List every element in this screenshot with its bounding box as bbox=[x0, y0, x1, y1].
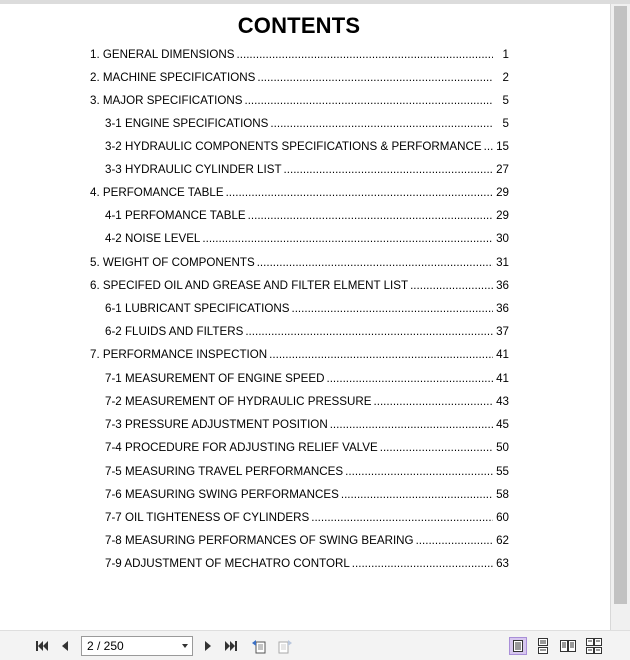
go-forward-view-icon[interactable] bbox=[276, 637, 294, 655]
toc-entry[interactable] bbox=[90, 71, 509, 87]
toc-entry-label: 1. GENERAL DIMENSIONS bbox=[90, 48, 235, 61]
toc-entry[interactable] bbox=[105, 418, 509, 434]
toc-entry[interactable] bbox=[90, 279, 509, 295]
toc-leader-dots bbox=[484, 140, 493, 153]
toc-leader-dots bbox=[226, 186, 493, 199]
toc-entry-label: 6. SPECIFED OIL AND GREASE AND FILTER ELMENT LIST bbox=[90, 279, 409, 292]
toc-entry-page: 36 bbox=[496, 302, 509, 315]
toc-entry[interactable] bbox=[105, 163, 509, 179]
toc-entry-label: 3-1 ENGINE SPECIFICATIONS bbox=[105, 117, 269, 130]
last-page-icon[interactable] bbox=[222, 637, 240, 655]
toc-entry[interactable] bbox=[105, 534, 509, 550]
toc-entry-label: 7-1 MEASUREMENT OF ENGINE SPEED bbox=[105, 372, 325, 385]
toc-entry-label: 2. MACHINE SPECIFICATIONS bbox=[90, 71, 256, 84]
toc-entry[interactable] bbox=[90, 94, 509, 110]
toc-entry-label: 3. MAJOR SPECIFICATIONS bbox=[90, 94, 243, 107]
toc-leader-dots bbox=[244, 94, 493, 107]
toc-leader-dots bbox=[374, 395, 494, 408]
toc-leader-dots bbox=[291, 302, 493, 315]
toc-entry[interactable] bbox=[105, 441, 509, 457]
toc-leader-dots bbox=[326, 372, 493, 385]
toc-leader-dots bbox=[269, 348, 493, 361]
toc-entry[interactable] bbox=[105, 511, 509, 527]
continuous-two-page-view-icon[interactable] bbox=[585, 637, 603, 655]
toc-entry-page: 5 bbox=[502, 94, 509, 107]
toc-entry[interactable] bbox=[90, 48, 509, 64]
single-page-view-icon[interactable] bbox=[509, 637, 527, 655]
toc-entry-label: 4-2 NOISE LEVEL bbox=[105, 232, 201, 245]
toc-leader-dots bbox=[410, 279, 493, 292]
toc-entry-page: 30 bbox=[496, 232, 509, 245]
toc-leader-dots bbox=[416, 534, 493, 547]
chevron-down-icon bbox=[182, 644, 188, 648]
toc-entry-label: 6-2 FLUIDS AND FILTERS bbox=[105, 325, 244, 338]
toc-entry-label: 7-6 MEASURING SWING PERFORMANCES bbox=[105, 488, 339, 501]
page-title: CONTENTS bbox=[237, 13, 361, 38]
toc-entry-page: 5 bbox=[502, 117, 509, 130]
toc-leader-dots bbox=[352, 557, 493, 570]
page-indicator-text: 2 / 250 bbox=[87, 639, 124, 653]
toc-entry-label: 7-2 MEASUREMENT OF HYDRAULIC PRESSURE bbox=[105, 395, 372, 408]
toc-entry-page: 60 bbox=[496, 511, 509, 524]
toc-entry[interactable] bbox=[105, 140, 509, 156]
vertical-scrollbar[interactable] bbox=[610, 4, 630, 630]
toc-entry-label: 6-1 LUBRICANT SPECIFICATIONS bbox=[105, 302, 290, 315]
toc-entry-page: 37 bbox=[496, 325, 509, 338]
toc-entry-page: 27 bbox=[496, 163, 509, 176]
toc-entry-page: 41 bbox=[496, 372, 509, 385]
toc-entry[interactable] bbox=[105, 488, 509, 504]
first-page-icon[interactable] bbox=[33, 637, 51, 655]
next-page-icon[interactable] bbox=[199, 637, 217, 655]
toc-leader-dots bbox=[270, 117, 493, 130]
toc-leader-dots bbox=[245, 325, 493, 338]
toc-entry-label: 4. PERFOMANCE TABLE bbox=[90, 186, 224, 199]
scrollbar-thumb[interactable] bbox=[614, 6, 627, 604]
toc-entry-page: 41 bbox=[496, 348, 509, 361]
document-page bbox=[0, 4, 610, 630]
toc-entry[interactable] bbox=[90, 348, 509, 364]
toc-entry-page: 1 bbox=[502, 48, 509, 61]
toc-leader-dots bbox=[257, 71, 493, 84]
toc-entry[interactable] bbox=[105, 325, 509, 341]
toc-leader-dots bbox=[380, 441, 493, 454]
toc-entry-page: 63 bbox=[496, 557, 509, 570]
toc-leader-dots bbox=[257, 256, 493, 269]
toc-entry-page: 31 bbox=[496, 256, 509, 269]
toc-entry[interactable] bbox=[105, 117, 509, 133]
toc-entry-page: 45 bbox=[496, 418, 509, 431]
toc-entry-page: 50 bbox=[496, 441, 509, 454]
toc-entry-label: 7-5 MEASURING TRAVEL PERFORMANCES bbox=[105, 465, 344, 478]
toc-leader-dots bbox=[237, 48, 493, 61]
toc-entry-page: 43 bbox=[496, 395, 509, 408]
toc-entry-label: 3-2 HYDRAULIC COMPONENTS SPECIFICATIONS & PERFORMANCE bbox=[105, 140, 482, 153]
toc-entry-label: 7-4 PROCEDURE FOR ADJUSTING RELIEF VALVE bbox=[105, 441, 378, 454]
toc-entry[interactable] bbox=[105, 372, 509, 388]
toc-leader-dots bbox=[341, 488, 493, 501]
toc-entry[interactable] bbox=[105, 465, 509, 481]
toc-entry-page: 36 bbox=[496, 279, 509, 292]
toc-leader-dots bbox=[284, 163, 493, 176]
toc-entry-label: 7-3 PRESSURE ADJUSTMENT POSITION bbox=[105, 418, 328, 431]
toc-entry[interactable] bbox=[105, 209, 509, 225]
toc-entry[interactable] bbox=[105, 395, 509, 411]
previous-page-icon[interactable] bbox=[56, 637, 74, 655]
toc-entry-label: 7-8 MEASURING PERFORMANCES OF SWING BEARING bbox=[105, 534, 414, 547]
toc-entry-page: 62 bbox=[496, 534, 509, 547]
go-back-view-icon[interactable] bbox=[250, 637, 268, 655]
page-number-select[interactable] bbox=[81, 636, 193, 656]
toc-entry-page: 29 bbox=[496, 209, 509, 222]
toc-entry-page: 55 bbox=[496, 465, 509, 478]
toc-entry[interactable] bbox=[105, 232, 509, 248]
toc-leader-dots bbox=[202, 232, 493, 245]
toc-entry-label: 7-7 OIL TIGHTENESS OF CYLINDERS bbox=[105, 511, 310, 524]
toc-leader-dots bbox=[345, 465, 493, 478]
toc-entry-label: 3-3 HYDRAULIC CYLINDER LIST bbox=[105, 163, 282, 176]
toc-entry[interactable] bbox=[105, 557, 509, 573]
viewer-toolbar bbox=[0, 630, 630, 660]
toc-entry-label: 7. PERFORMANCE INSPECTION bbox=[90, 348, 268, 361]
toc-entry-label: 5. WEIGHT OF COMPONENTS bbox=[90, 256, 255, 269]
toc-entry-label: 7-9 ADJUSTMENT OF MECHATRO CONTORL bbox=[105, 557, 350, 570]
toc-entry-page: 2 bbox=[502, 71, 509, 84]
toc-entry[interactable] bbox=[90, 256, 509, 272]
toc-entry[interactable] bbox=[90, 186, 509, 202]
continuous-view-icon[interactable] bbox=[534, 637, 552, 655]
toc-entry-page: 58 bbox=[496, 488, 509, 501]
two-page-view-icon[interactable] bbox=[559, 637, 577, 655]
toc-entry-page: 15 bbox=[496, 140, 509, 153]
toc-leader-dots bbox=[248, 209, 493, 222]
toc-leader-dots bbox=[330, 418, 493, 431]
toc-entry-label: 4-1 PERFOMANCE TABLE bbox=[105, 209, 246, 222]
toc-entry[interactable] bbox=[105, 302, 509, 318]
toc-entry-page: 29 bbox=[496, 186, 509, 199]
toc-leader-dots bbox=[311, 511, 493, 524]
